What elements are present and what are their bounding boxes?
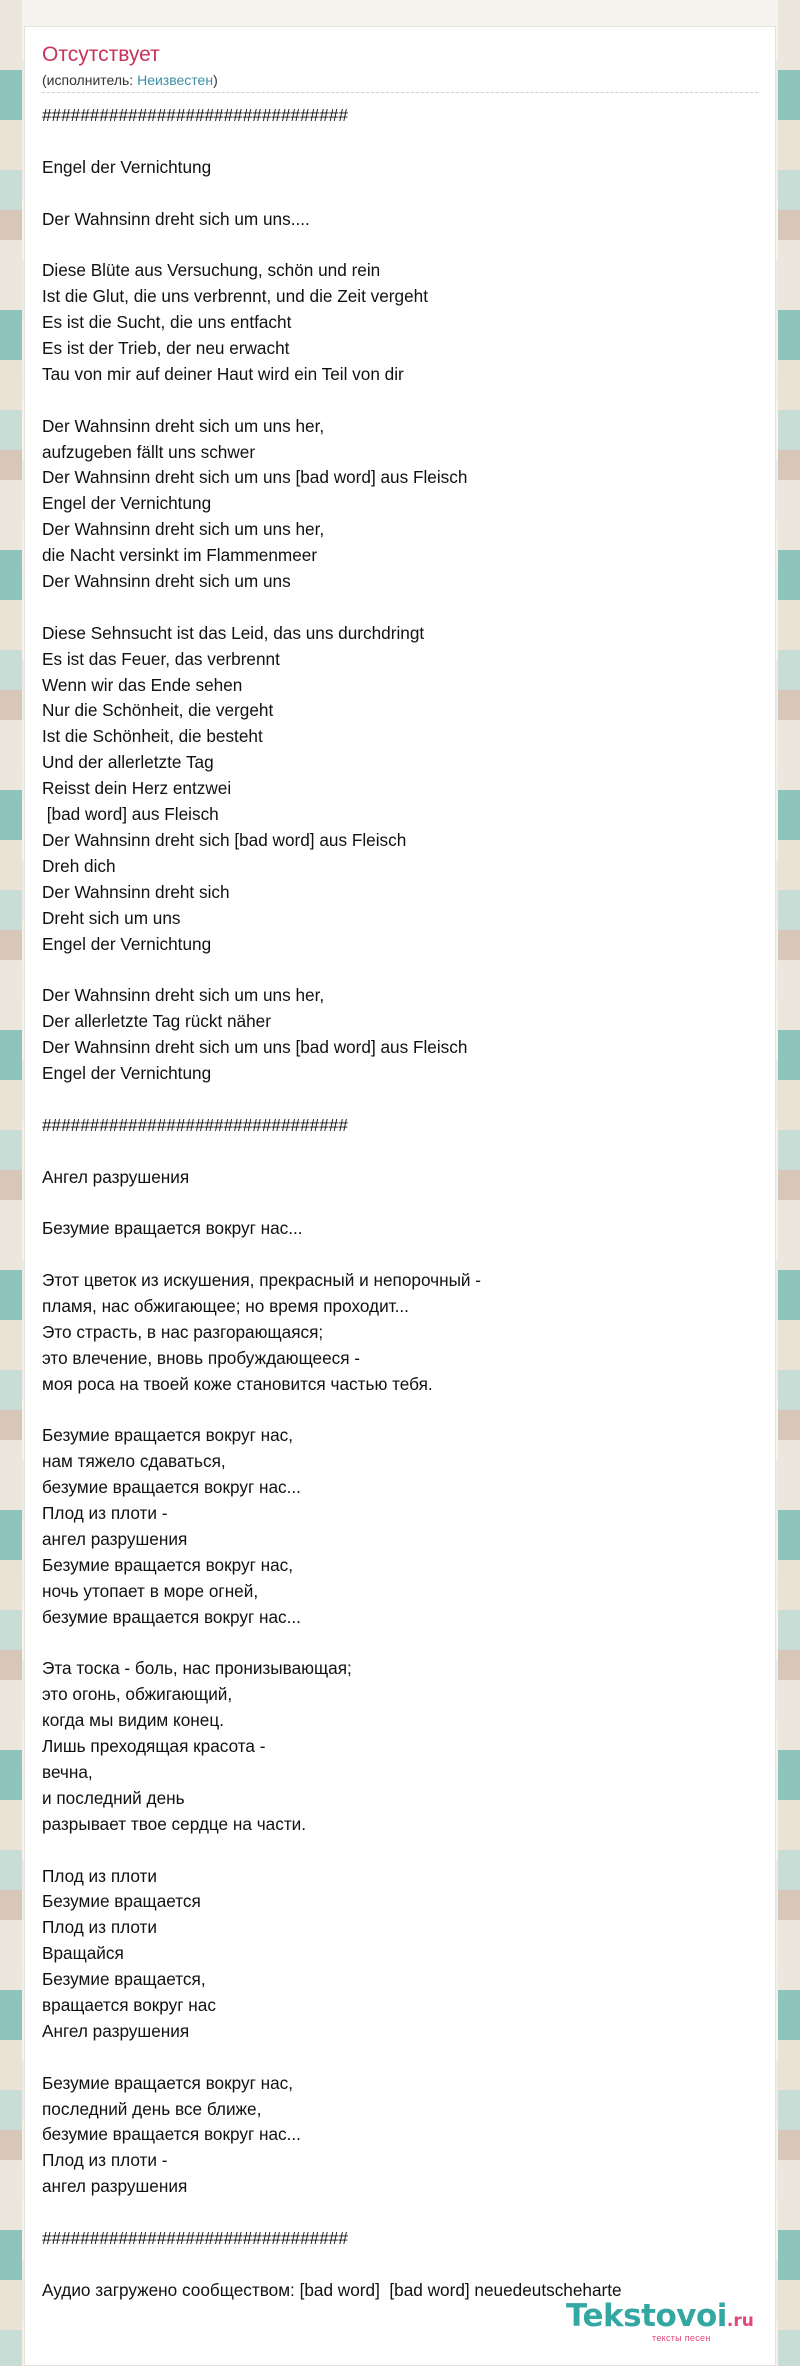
- lyric-line: Аудио загружено сообществом: [bad word] [bad word] neuedeutscheharte: [42, 2279, 622, 2300]
- title-divider: [42, 92, 758, 93]
- lyric-line: die Nacht versinkt im Flammenmeer: [42, 545, 318, 566]
- lyric-blank-line: [42, 1087, 762, 1113]
- lyric-line: Dreh dich: [42, 855, 116, 876]
- lyric-line: это влечение, вновь пробуждающееся -: [42, 1347, 361, 1368]
- lyric-line: разрывает твое сердце на части.: [42, 1813, 307, 1834]
- lyric-line: безумие вращается вокруг нас...: [42, 1477, 301, 1498]
- lyric-line: aufzugeben fällt uns schwer: [42, 441, 256, 462]
- lyric-blank-line: [42, 2045, 762, 2071]
- lyric-blank-line: [42, 1398, 762, 1424]
- lyric-line: вечна,: [42, 1762, 93, 1782]
- lyric-blank-line: [42, 957, 762, 983]
- lyric-line: ################################: [42, 1114, 348, 1135]
- lyric-line: Und der allerletzte Tag: [42, 752, 214, 773]
- lyric-line: Nur die Schönheit, die vergeht: [42, 700, 274, 721]
- lyric-line: Diese Sehnsucht ist das Leid, das uns durchdringt: [42, 622, 425, 643]
- site-logo[interactable]: [566, 2296, 786, 2356]
- lyric-blank-line: [42, 595, 762, 621]
- lyric-line: Безумие вращается вокруг нас,: [42, 1554, 294, 1575]
- lyric-line: Это страсть, в нас разгорающаяся;: [42, 1321, 324, 1342]
- lyric-line: Engel der Vernichtung: [42, 933, 212, 954]
- lyric-line: Лишь преходящая красота -: [42, 1736, 266, 1757]
- song-title: Отсутствует: [42, 43, 160, 66]
- lyric-line: и последний день: [42, 1787, 185, 1808]
- lyric-blank-line: [42, 1190, 762, 1216]
- lyric-line: Der Wahnsinn dreht sich: [42, 881, 230, 902]
- lyric-blank-line: [42, 388, 762, 414]
- lyric-line: последний день все ближе,: [42, 2098, 262, 2119]
- lyric-line: Tau von mir auf deiner Haut wird ein Teil von dir: [42, 363, 404, 384]
- lyric-line: Ангел разрушения: [42, 1166, 190, 1187]
- lyric-blank-line: [42, 2252, 762, 2278]
- lyric-blank-line: [42, 1838, 762, 1864]
- lyric-line: Плод из плоти: [42, 1865, 157, 1886]
- lyric-line: Этот цветок из искушения, прекрасный и непорочный -: [42, 1270, 482, 1291]
- lyric-line: Der Wahnsinn dreht sich um uns her,: [42, 415, 325, 436]
- lyric-line: моя роса на твоей коже становится частью тебя.: [42, 1373, 433, 1394]
- lyric-blank-line: [42, 1139, 762, 1165]
- left-decorative-strip: [0, 0, 22, 2366]
- lyric-line: ночь утопает в море огней,: [42, 1580, 259, 1601]
- logo-tld: .ru: [726, 2311, 754, 2331]
- lyric-line: Reisst dein Herz entzwei: [42, 778, 232, 799]
- lyric-blank-line: [42, 1631, 762, 1657]
- lyric-line: Безумие вращается вокруг нас...: [42, 1218, 303, 1239]
- lyric-line: Es ist das Feuer, das verbrennt: [42, 648, 280, 669]
- lyric-line: [bad word] aus Fleisch: [42, 804, 219, 825]
- artist-suffix: ): [213, 72, 218, 88]
- lyric-line: Wenn wir das Ende sehen: [42, 674, 243, 695]
- lyric-line: Вращайся: [42, 1943, 124, 1964]
- right-decorative-strip: [778, 0, 800, 2366]
- lyric-line: Engel der Vernichtung: [42, 493, 212, 514]
- lyric-line: Плод из плоти -: [42, 2150, 168, 2171]
- lyric-blank-line: [42, 129, 762, 155]
- lyric-line: Der Wahnsinn dreht sich um uns [bad word] aus Fleisch: [42, 467, 468, 488]
- lyric-blank-line: [42, 232, 762, 258]
- lyric-line: Der Wahnsinn dreht sich [bad word] aus Fleisch: [42, 829, 407, 850]
- lyric-line: пламя, нас обжигающее; но время проходит...: [42, 1295, 409, 1316]
- lyric-line: Der Wahnsinn dreht sich um uns....: [42, 208, 310, 229]
- lyric-line: Безумие вращается,: [42, 1969, 206, 1990]
- lyric-line: Эта тоска - боль, нас пронизывающая;: [42, 1658, 352, 1679]
- lyric-line: Es ist die Sucht, die uns entfacht: [42, 312, 292, 333]
- lyric-line: вращается вокруг нас: [42, 1995, 216, 2016]
- lyric-line: Der Wahnsinn dreht sich um uns: [42, 571, 291, 592]
- artist-link[interactable]: Неизвестен: [137, 72, 214, 88]
- artist-prefix: (исполнитель:: [42, 72, 138, 88]
- lyric-line: Ангел разрушения: [42, 2020, 190, 2041]
- lyric-line: безумие вращается вокруг нас...: [42, 2124, 301, 2145]
- lyric-line: это огонь, обжигающий,: [42, 1684, 233, 1705]
- lyric-line: Der Wahnsinn dreht sich um uns [bad word] aus Fleisch: [42, 1037, 468, 1058]
- lyric-line: Engel der Vernichtung: [42, 156, 212, 177]
- lyric-line: Плод из плоти: [42, 1917, 157, 1938]
- lyric-line: ангел разрушения: [42, 1528, 188, 1549]
- lyric-line: Безумие вращается вокруг нас,: [42, 2072, 294, 2093]
- lyric-line: Engel der Vernichtung: [42, 1062, 212, 1083]
- lyric-line: ################################: [42, 105, 348, 125]
- lyric-line: ангел разрушения: [42, 2176, 188, 2197]
- lyrics-text: [42, 103, 762, 2304]
- lyric-line: Der Wahnsinn dreht sich um uns her,: [42, 519, 325, 540]
- lyric-line: Безумие вращается вокруг нас,: [42, 1425, 294, 1446]
- lyric-line: нам тяжело сдаваться,: [42, 1451, 226, 1472]
- lyric-blank-line: [42, 181, 762, 207]
- lyric-line: Der Wahnsinn dreht sich um uns her,: [42, 985, 325, 1006]
- lyric-line: Der allerletzte Tag rückt näher: [42, 1011, 271, 1032]
- lyric-line: Es ist der Trieb, der neu erwacht: [42, 338, 290, 359]
- lyric-line: ################################: [42, 2228, 348, 2249]
- lyric-line: Плод из плоти -: [42, 1503, 168, 1524]
- lyric-line: Ist die Glut, die uns verbrennt, und die Zeit vergeht: [42, 286, 428, 307]
- logo-name: Tekstovoi: [566, 2298, 727, 2334]
- lyric-line: Dreht sich um uns: [42, 907, 181, 928]
- lyric-line: когда мы видим конец.: [42, 1710, 224, 1731]
- artist-line: [42, 71, 218, 89]
- lyric-line: Безумие вращается: [42, 1891, 201, 1912]
- lyric-blank-line: [42, 1242, 762, 1268]
- lyric-line: Diese Blüte aus Versuchung, schön und rein: [42, 260, 381, 281]
- lyric-line: безумие вращается вокруг нас...: [42, 1606, 301, 1627]
- lyric-blank-line: [42, 2200, 762, 2226]
- lyric-line: Ist die Schönheit, die besteht: [42, 726, 263, 747]
- logo-tagline: тексты песен: [652, 2333, 711, 2343]
